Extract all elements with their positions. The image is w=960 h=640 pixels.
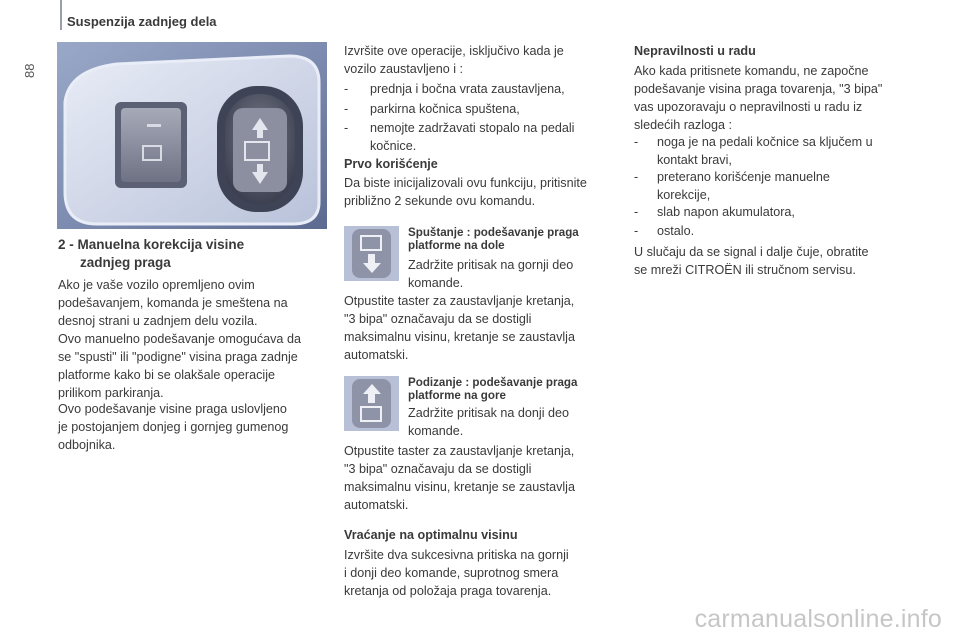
- text-line: automatski.: [344, 348, 409, 362]
- header-bar: [60, 0, 62, 30]
- text-line: ostalo.: [657, 224, 695, 238]
- heading-line1: Manuelna korekcija visine: [77, 237, 245, 252]
- col2-intro: [344, 42, 564, 78]
- text-line: vozilo zaustavljeno i :: [344, 62, 464, 76]
- lower-release-text: [344, 292, 575, 364]
- text-line: prednja i bočna vrata zaustavljena,: [370, 82, 565, 96]
- text-line: maksimalnu visinu, kretanje se zaustavlja: [344, 330, 575, 344]
- malfunction-title: Nepravilnosti u radu: [634, 44, 756, 58]
- bullet-dash: -: [634, 205, 639, 219]
- text-line: prilikom parkiranja.: [58, 386, 164, 400]
- col2-bullet-2: [370, 100, 520, 118]
- text-line: platforme kako bi se olakšale operacije: [58, 368, 276, 382]
- text-line: maksimalnu visinu, kretanje se zaustavlja: [344, 480, 575, 494]
- text-line: automatski.: [344, 498, 409, 512]
- text-line: kočnice.: [370, 139, 417, 153]
- col1-para2: [58, 330, 301, 402]
- text-line: Izvršite dva sukcesivna pritiska na gornji: [344, 548, 569, 562]
- text-line: "3 bipa" označavaju da se dostigli: [344, 312, 532, 326]
- text-line: je postojanjem donjeg i gornjeg gumenog: [58, 420, 289, 434]
- text-line: se mreži CITROËN ili stručnom servisu.: [634, 263, 856, 277]
- raise-text: [408, 404, 569, 440]
- malfunction-intro: [634, 62, 882, 134]
- text-line: Spuštanje : podešavanje praga: [408, 226, 579, 239]
- text-line: i donji deo komande, suprotnog smera: [344, 566, 559, 580]
- text-line: U slučaju da se signal i dalje čuje, obratite: [634, 245, 869, 259]
- text-line: "3 bipa" označavaju da se dostigli: [344, 462, 532, 476]
- text-line: parkirna kočnica spuštena,: [370, 102, 520, 116]
- text-line: platforme na gore: [408, 389, 506, 402]
- text-line: komande.: [408, 276, 464, 290]
- bullet-dash: -: [634, 224, 639, 238]
- text-line: Ovo manuelno podešavanje omogućava da: [58, 332, 301, 346]
- lower-title: [408, 226, 579, 252]
- col2-bullet-3: [370, 119, 574, 155]
- arrow-down-icon: [344, 226, 399, 281]
- first-use-text: [344, 174, 587, 210]
- bullet-dash: -: [634, 135, 639, 149]
- text-line: Ako kada pritisnete komandu, ne započne: [634, 64, 869, 78]
- text-line: preterano korišćenje manuelne: [657, 170, 830, 184]
- page-number: 88: [22, 63, 37, 78]
- text-line: Izvršite ove operacije, isključivo kada je: [344, 44, 564, 58]
- bullet-dash: -: [344, 82, 349, 96]
- text-line: Zadržite pritisak na gornji deo: [408, 258, 574, 272]
- text-line: Ako je vaše vozilo opremljeno ovim: [58, 278, 255, 292]
- return-title: Vraćanje na optimalnu visinu: [344, 528, 518, 542]
- text-line: Ovo podešavanje visine praga uslovljeno: [58, 402, 287, 416]
- text-line: odbojnika.: [58, 438, 116, 452]
- text-line: slab napon akumulatora,: [657, 205, 795, 219]
- heading-number: 2 -: [58, 237, 74, 252]
- rear-suspension-control-photo: [57, 42, 327, 229]
- col2-bullet-1: [370, 80, 565, 98]
- text-line: noga je na pedali kočnice sa ključem u: [657, 135, 873, 149]
- text-line: Podizanje : podešavanje praga: [408, 376, 578, 389]
- lower-text: [408, 256, 573, 292]
- manual-correction-heading: [58, 236, 244, 272]
- text-line: Otpustite taster za zaustavljanje kretanja,: [344, 294, 575, 308]
- col3-bullet-2: [657, 168, 830, 204]
- text-line: Otpustite taster za zaustavljanje kretanja,: [344, 444, 575, 458]
- text-line: Zadržite pritisak na donji deo: [408, 406, 570, 420]
- text-line: se "spusti" ili "podigne" visina praga zadnje: [58, 350, 298, 364]
- bullet-dash: -: [344, 121, 349, 135]
- text-line: podešavanjem, komanda je smeštena na: [58, 296, 288, 310]
- col3-bullet-1: [657, 133, 873, 169]
- watermark: carmanualsonline.info: [694, 605, 942, 633]
- text-line: korekcije,: [657, 188, 711, 202]
- text-line: približno 2 sekunde ovu komandu.: [344, 194, 536, 208]
- text-line: podešavanje visina praga tovarenja, "3 bipa": [634, 82, 883, 96]
- text-line: nemojte zadržavati stopalo na pedali: [370, 121, 575, 135]
- raise-release-text: [344, 442, 575, 514]
- section-title: Suspenzija zadnjeg dela: [67, 14, 217, 29]
- col3-bullet-4: [657, 222, 694, 240]
- heading-line2: zadnjeg praga: [80, 255, 171, 270]
- malfunction-outro: [634, 243, 869, 279]
- text-line: komande.: [408, 424, 464, 438]
- text-line: Da biste inicijalizovali ovu funkciju, pritisnite: [344, 176, 587, 190]
- bullet-dash: -: [344, 102, 349, 116]
- text-line: kontakt bravi,: [657, 153, 732, 167]
- first-use-title: Prvo korišćenje: [344, 157, 438, 171]
- text-line: desnoj strani u zadnjem delu vozila.: [58, 314, 258, 328]
- bullet-dash: -: [634, 170, 639, 184]
- raise-title: [408, 376, 577, 402]
- text-line: kretanja od položaja praga tovarenja.: [344, 584, 552, 598]
- arrow-up-icon: [344, 376, 399, 431]
- col1-para3: [58, 400, 288, 454]
- text-line: vas upozoravaju o nepravilnosti u radu iz: [634, 100, 863, 114]
- col3-bullet-3: [657, 203, 795, 221]
- text-line: sledećih razloga :: [634, 118, 733, 132]
- col1-para1: [58, 276, 288, 330]
- return-text: [344, 546, 569, 600]
- text-line: platforme na dole: [408, 239, 505, 252]
